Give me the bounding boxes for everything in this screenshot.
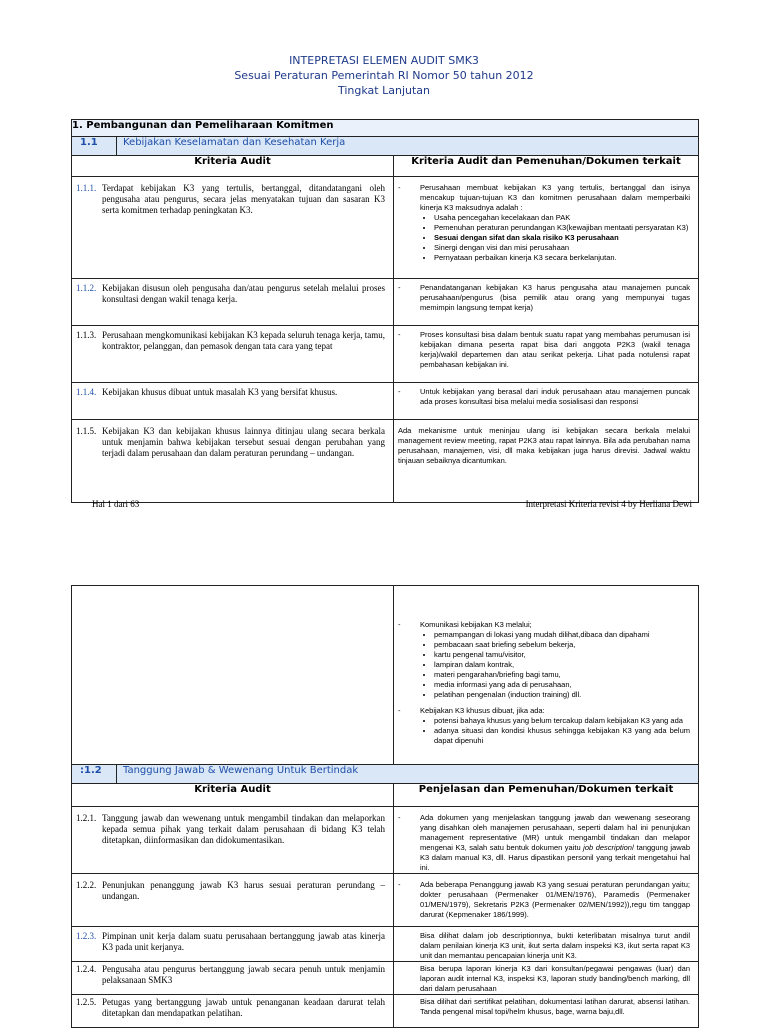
explanation-cell bbox=[394, 964, 698, 994]
subsection-number: :1.2 bbox=[72, 765, 117, 784]
list-item: • pelatihan pengenalan (induction training) dll. bbox=[434, 690, 690, 700]
doc-level: Tingkat Lanjutan bbox=[337, 84, 430, 97]
subsection-number: 1.1 bbox=[72, 137, 117, 156]
criteria-text: Pimpinan unit kerja dalam suatu perusahaan bertanggung jawab atas kinerja K3 pada unit kerjanya. bbox=[102, 931, 385, 952]
table-row bbox=[72, 279, 699, 326]
explanation-text-part: / tanggung jawab K3 dalam manual K3, dll. Harus dipastikan personil yang terkait mengetahui hal ini. bbox=[420, 843, 690, 872]
explanation-cell bbox=[394, 283, 698, 313]
explanation-text-part: Ada dokumen yang menjelaskan tanggung jawab dan wewenang seseorang yang disahkan oleh manajemen perusahaan, seperti dalam hal ini penunjukan management representative (MR) untuk mengambil tindakan dan melapor mengenai K3, salah satu bentuk dokumen yaitu bbox=[420, 813, 690, 852]
list-item: • potensi bahaya khusus yang belum tercakup dalam kebijakan K3 yang ada bbox=[434, 716, 690, 726]
audit-table-2 bbox=[71, 585, 699, 1028]
explanation-text: Ada mekanisme untuk meninjau ulang isi kebijakan secara berkala melalui management review meeting, rapat P2K3 atau rapat lainnya. Bila ada perubahan nama perusahaan, manajemen, visi, dll maka kebijakan juga harus direvisi. Jadwal waktu tinjauan sebaiknya dicantumkan. bbox=[398, 426, 691, 465]
explanation-cell bbox=[394, 813, 698, 873]
list-item: • pembacaan saat briefing sebelum bekerja, bbox=[434, 640, 690, 650]
criteria-number: 1.1.5. bbox=[76, 426, 97, 436]
explanation-emphasis: job description bbox=[583, 843, 632, 852]
table-row bbox=[72, 383, 699, 420]
column-header-right: Penjelasan dan Pemenuhan/Dokumen terkait bbox=[394, 784, 699, 807]
explanation-cell bbox=[394, 706, 698, 746]
dash-marker bbox=[398, 997, 420, 1017]
criteria-cell bbox=[72, 997, 393, 1019]
explanation-text: Proses konsultasi bisa dalam bentuk suatu rapat yang membahas perumusan isi kebijakan dimana peserta rapat bisa dari anggota P2K3 (wakil tenaga kerja)/wakil departemen dan atau serikat pekerja. Lihat pada notulensi rapat pembahasan kebijakan ini. bbox=[420, 330, 691, 369]
criteria-number: 1.1.1. bbox=[76, 183, 97, 193]
criteria-text: Petugas yang bertanggung jawab untuk penanganan keadaan darurat telah ditetapkan dan mendapatkan pelatihan. bbox=[102, 997, 385, 1018]
subsection-title: Kebijakan Keselamatan dan Kesehatan Kerja bbox=[117, 137, 699, 156]
list-item: • media informasi yang ada di perusahaan, bbox=[434, 680, 690, 690]
criteria-number: 1.2.2. bbox=[76, 880, 97, 890]
criteria-number: 1.2.4. bbox=[76, 964, 97, 974]
criteria-cell bbox=[72, 964, 393, 986]
criteria-text: Kebijakan khusus dibuat untuk masalah K3 yang bersifat khusus. bbox=[102, 387, 338, 397]
dash-marker: - bbox=[398, 706, 401, 715]
column-header-row bbox=[72, 156, 699, 177]
criteria-text: Perusahaan mengkomunikasi kebijakan K3 kepada seluruh tenaga kerja, tamu, kontraktor, pelanggan, dan pemasok dengan tata cara yang tepat bbox=[102, 330, 385, 351]
criteria-number: 1.2.3. bbox=[76, 931, 97, 941]
table-row bbox=[72, 807, 699, 874]
explanation-cell bbox=[394, 880, 698, 920]
bullet-list bbox=[420, 630, 690, 700]
explanation-cell bbox=[394, 997, 698, 1017]
subsection-row bbox=[72, 137, 699, 156]
explanation-text: Bisa dilihat dalam job descriptionnya, bukti keterlibatan misalnya turut andil dalam penilaian kinerja K3 unit, ikut serta dalam inspeksi K3, ikut serta rapat K3 unit dan memantau pencapaian kinerja unit K3. bbox=[420, 931, 690, 960]
dash-marker: - bbox=[398, 387, 401, 396]
explanation-text: Komunikasi kebijakan K3 melalui; bbox=[420, 620, 532, 629]
criteria-text: Kebijakan K3 dan kebijakan khusus lainnya ditinjau ulang secara berkala untuk menjamin bahwa kebijakan tersebut sesuai dengan perubahan yang terjadi dalam perusahaan dan dalam peraturan perundang – undangan. bbox=[102, 426, 385, 458]
list-item: • kartu pengenal tamu/visitor, bbox=[434, 650, 690, 660]
list-item: • lampiran dalam kontrak, bbox=[434, 660, 690, 670]
bullet-list bbox=[420, 213, 690, 263]
explanation-text: Untuk kebijakan yang berasal dari induk perusahaan atau manajemen puncak ada proses konsultasi bisa melalui media sosialisasi dan responsi bbox=[420, 387, 691, 406]
column-header-row bbox=[72, 784, 699, 807]
explanation-text bbox=[420, 813, 690, 873]
criteria-cell bbox=[72, 183, 393, 216]
explanation-cell bbox=[394, 387, 698, 407]
dash-marker bbox=[398, 964, 420, 994]
subsection-title: Tanggung Jawab & Wewenang Untuk Bertindak bbox=[117, 765, 699, 784]
dash-marker bbox=[398, 931, 420, 961]
criteria-number: 1.1.3. bbox=[76, 330, 97, 340]
table-row bbox=[72, 874, 699, 927]
doc-subtitle: Sesuai Peraturan Pemerintah RI Nomor 50 tahun 2012 bbox=[234, 69, 534, 82]
dash-marker: - bbox=[398, 813, 401, 822]
list-item: • pemampangan di lokasi yang mudah dilihat,dibaca dan dipahami bbox=[434, 630, 690, 640]
criteria-text: Terdapat kebijakan K3 yang tertulis, bertanggal, ditandatangani oleh pengusaha atau pengurus, secara jelas menyatakan tujuan dan sasaran K3 serta komitmen terhadap peningkatan K3. bbox=[102, 183, 385, 215]
table-row bbox=[72, 995, 699, 1028]
explanation-cell bbox=[394, 330, 698, 370]
column-header-left: Kriteria Audit bbox=[72, 784, 394, 807]
list-item: • Pernyataan perbaikan kinerja K3 secara berkelanjutan. bbox=[434, 253, 690, 263]
explanation-text: Ada beberapa Penanggung jawab K3 yang sesuai peraturan perundangan yaitu; dokter perusahaan (Permenaker 01/MEN/1976), Paramedis (Permenaker 01/MEN/1979), Sekretaris P2K3 (Permenaker 02/MEN/1992)),regu tim tanggap darurat (Kepmenaker 186/1999). bbox=[420, 880, 690, 919]
list-item: • Usaha pencegahan kecelakaan dan PAK bbox=[434, 213, 690, 223]
list-item: • Sesuai dengan sifat dan skala risiko K3 perusahaan bbox=[434, 233, 690, 243]
criteria-cell bbox=[72, 931, 393, 953]
doc-title: INTEPRETASI ELEMEN AUDIT SMK3 bbox=[289, 54, 479, 67]
criteria-number: 1.1.2. bbox=[76, 283, 97, 293]
section-title-row bbox=[72, 120, 699, 137]
criteria-cell bbox=[72, 387, 393, 398]
explanation-text: Bisa berupa laporan kinerja K3 dari konsultan/pegawai pengawas (luar) dan laporan audit internal K3, inspeksi K3, laporan study banding/bench marking, dll dari dalam perusahaan bbox=[420, 964, 690, 993]
column-header-left: Kriteria Audit bbox=[72, 156, 394, 177]
document-header bbox=[0, 53, 768, 98]
explanation-cell bbox=[394, 620, 698, 700]
dash-marker: - bbox=[398, 330, 401, 339]
subsection-row bbox=[72, 765, 699, 784]
explanation-text: Bisa dilihat dari sertifikat pelatihan, dokumentasi latihan darurat, absensi latihan. Tanda pengenal misal topi/helm khusus, bage, warna baju,dll. bbox=[420, 997, 690, 1016]
explanation-text: Penandatanganan kebijakan K3 harus pengusaha atau manajemen puncak perusahaan/pengurus (bisa pemilik atau orang yang mempunyai tugas memimpin langsung tempat kerja) bbox=[420, 283, 691, 312]
criteria-cell bbox=[72, 813, 393, 846]
criteria-number: 1.1.4. bbox=[76, 387, 97, 397]
dash-marker: - bbox=[398, 620, 401, 629]
criteria-number: 1.2.5. bbox=[76, 997, 97, 1007]
explanation-cell bbox=[394, 183, 698, 263]
bullet-list bbox=[420, 716, 690, 746]
criteria-text: Penunjukan penanggung jawab K3 harus sesuai peraturan perundang – undangan. bbox=[102, 880, 385, 901]
list-item: • Pemenuhan peraturan perundangan K3(kewajiban mentaati persyaratan K3) bbox=[434, 223, 690, 233]
criteria-text: Pengusaha atau pengurus bertanggung jawab secara penuh untuk menjamin pelaksanaan SMK3 bbox=[102, 964, 385, 985]
dash-marker: - bbox=[398, 183, 401, 192]
criteria-cell bbox=[72, 426, 393, 459]
explanation-text: Kebijakan K3 khusus dibuat, jika ada: bbox=[420, 706, 545, 715]
continuation-row bbox=[72, 586, 699, 765]
audit-table-1 bbox=[71, 119, 699, 503]
dash-marker: - bbox=[398, 880, 401, 889]
criteria-text: Kebijakan disusun oleh pengusaha dan/atau pengurus setelah melalui proses konsultasi dengan wakil tenaga kerja. bbox=[102, 283, 385, 304]
page-number: Hal 1 dari 63 bbox=[92, 499, 140, 509]
criteria-number: 1.2.1. bbox=[76, 813, 97, 823]
criteria-cell bbox=[72, 880, 393, 902]
table-row bbox=[72, 326, 699, 383]
table-row bbox=[72, 927, 699, 962]
explanation-cell bbox=[394, 931, 698, 961]
table-row bbox=[72, 177, 699, 279]
explanation-text: Perusahaan membuat kebijakan K3 yang tertulis, bertanggal dan isinya mencakup tujuan-tujuan K3 dan komitmen perusahaan dalam memperbaiki kinerja K3 maksudnya adalah : bbox=[420, 183, 691, 212]
table-row bbox=[72, 420, 699, 503]
section-title: 1. Pembangunan dan Pemeliharaan Komitmen bbox=[72, 120, 699, 137]
list-item: • adanya situasi dan kondisi khusus sehingga kebijakan K3 yang ada belum dapat dipenuhi bbox=[434, 726, 690, 746]
criteria-cell bbox=[72, 330, 393, 352]
footer-note: Interpretasi Kriteria revisi 4 by Herliana Dewi bbox=[525, 499, 692, 509]
list-item: • materi pengarahan/briefing bagi tamu, bbox=[434, 670, 690, 680]
list-item: • Sinergi dengan visi dan misi perusahaan bbox=[434, 243, 690, 253]
dash-marker: - bbox=[398, 283, 401, 292]
column-header-right: Kriteria Audit dan Pemenuhan/Dokumen terkait bbox=[394, 156, 699, 177]
criteria-text: Tanggung jawab dan wewenang untuk mengambil tindakan dan melaporkan kepada semua pihak yang terkait dalam perusahaan di bidang K3 telah ditetapkan, diinformasikan dan didokumentasikan. bbox=[102, 813, 385, 845]
table-row bbox=[72, 962, 699, 995]
criteria-cell bbox=[72, 283, 393, 305]
explanation-cell bbox=[394, 426, 698, 466]
